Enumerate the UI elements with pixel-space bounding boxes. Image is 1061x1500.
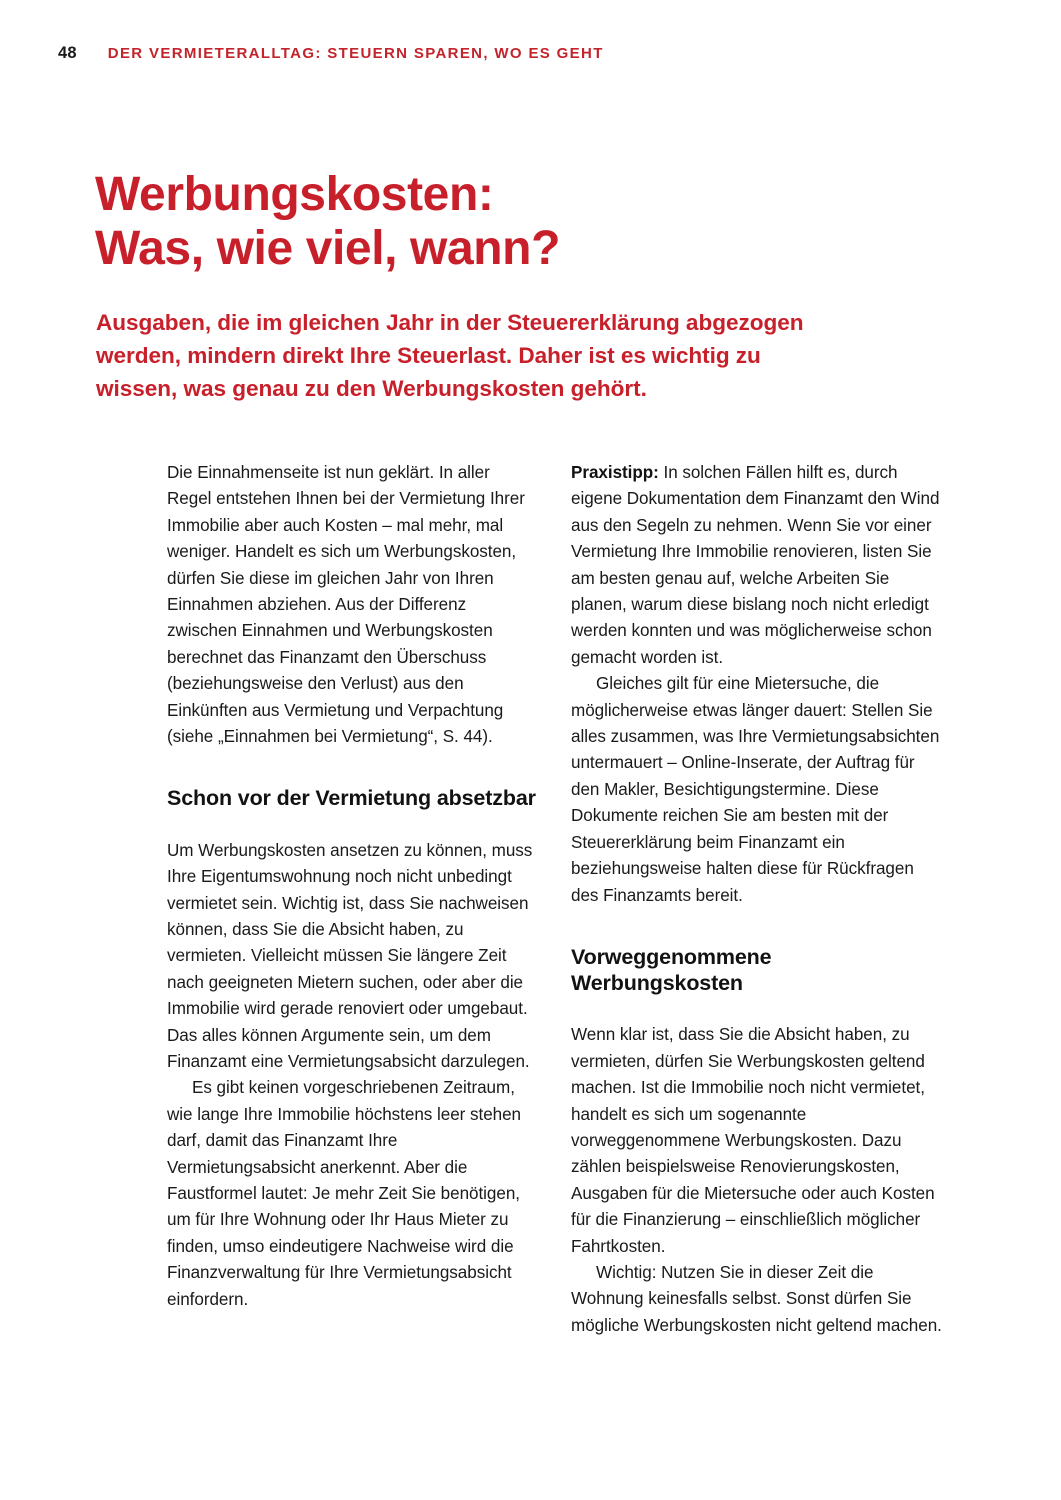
headline-line-1: Werbungskosten: [95, 168, 494, 221]
right-column [571, 460, 942, 1339]
article-headline [95, 168, 895, 276]
standfirst: Ausgaben, die im gleichen Jahr in der Steuererklärung abgezogen werden, mindern direkt Ihre Steuerlast. Daher ist es wichtig zu wissen, was genau zu den Werbungskosten gehört. [96, 310, 804, 401]
left-paragraph-3: Es gibt keinen vorgeschriebenen Zeitraum, wie lange Ihre Immobilie höchstens leer stehen darf, damit das Finanzamt Ihre Vermietungsabsicht anerkennt. Aber die Faustformel lautet: Je mehr Zeit Sie benötigen, um für Ihre Wohnung oder Ihr Haus Mieter zu finden, umso eindeutigere Nachweise wird die Finanzverwaltung für Ihre Vermietungsabsicht einfordern. [167, 1078, 522, 1309]
page-number: 48 [58, 44, 77, 62]
headline-line-2: Was, wie viel, wann? [95, 221, 561, 275]
right-paragraph-4: Wichtig: Nutzen Sie in dieser Zeit die Wohnung keinesfalls selbst. Sonst dürfen Sie mögliche Werbungskosten nicht geltend machen. [571, 1263, 942, 1335]
running-head-title: DER VERMIETERALLTAG: STEUERN SPAREN, WO ES GEHT [107, 45, 604, 62]
right-paragraph-1 [571, 460, 942, 671]
left-paragraph-1: Die Einnahmenseite ist nun geklärt. In aller Regel entstehen Ihnen bei der Vermietung Ihrer Immobilie aber auch Kosten – mal mehr, mal weniger. Handelt es sich um Werbungskosten, dürfen Sie diese im gleichen Jahr von Ihren Einnahmen abziehen. Aus der Differenz zwischen Einnahmen und Werbungskosten berechnet das Finanzamt den Überschuss (beziehungsweise den Verlust) aus den Einkünften aus Vermietung und Verpachtung (siehe „Einnahmen bei Vermietung“, S. 44). [167, 463, 525, 747]
page-title [95, 168, 895, 276]
left-section-heading: Schon vor der Vermietung absetzbar [167, 786, 536, 811]
practice-tip-label: Praxistipp: [571, 463, 659, 482]
right-paragraph-2: Gleiches gilt für eine Mietersuche, die möglicherweise etwas länger dauert: Stellen Sie alles zusammen, was Ihre Vermietungsabsichten untermauert – Online-Inserate, der Auftrag für den Makler, Besichtigungstermine. Diese Dokumente reichen Sie am besten mit der Steuererklärung beim Finanzamt ein beziehungsweise halten diese für Rückfragen des Finanzamts bereit. [571, 674, 940, 905]
running-head [58, 44, 1003, 63]
left-column [167, 460, 538, 1339]
right-paragraph-3: Wenn klar ist, dass Sie die Absicht haben, zu vermieten, dürfen Sie Werbungskosten geltend machen. Ist die Immobilie noch nicht vermietet, handelt es sich um sogenannte vorweggenommene Werbungskosten. Dazu zählen beispielsweise Renovierungskosten, Ausgaben für die Mietersuche oder auch Kosten für die Finanzierung – einschließlich möglicher Fahrtkosten. [571, 1025, 935, 1256]
body-columns [167, 460, 942, 1339]
right-paragraph-1-text: In solchen Fällen hilft es, durch eigene Dokumentation dem Finanzamt den Wind aus den Segeln zu nehmen. Wenn Sie vor einer Vermietung Ihre Immobilie renovieren, listen Sie am besten genau auf, welche Arbeiten Sie planen, warum diese bislang noch nicht erledigt werden konnten und was möglicherweise schon gemacht worden ist. [571, 463, 940, 667]
right-section-heading: Vorweggenommene Werbungskosten [571, 944, 772, 996]
left-paragraph-2: Um Werbungskosten ansetzen zu können, muss Ihre Eigentumswohnung noch nicht unbedingt vermietet sein. Wichtig ist, dass Sie nachweisen können, dass Sie die Absicht haben, zu vermieten. Vielleicht müssen Sie längere Zeit nach geeigneten Mietern suchen, oder aber die Immobilie wird gerade renoviert oder umgebaut. Das alles können Argumente sein, um dem Finanzamt eine Vermietungsabsicht darzulegen. [167, 840, 533, 1071]
